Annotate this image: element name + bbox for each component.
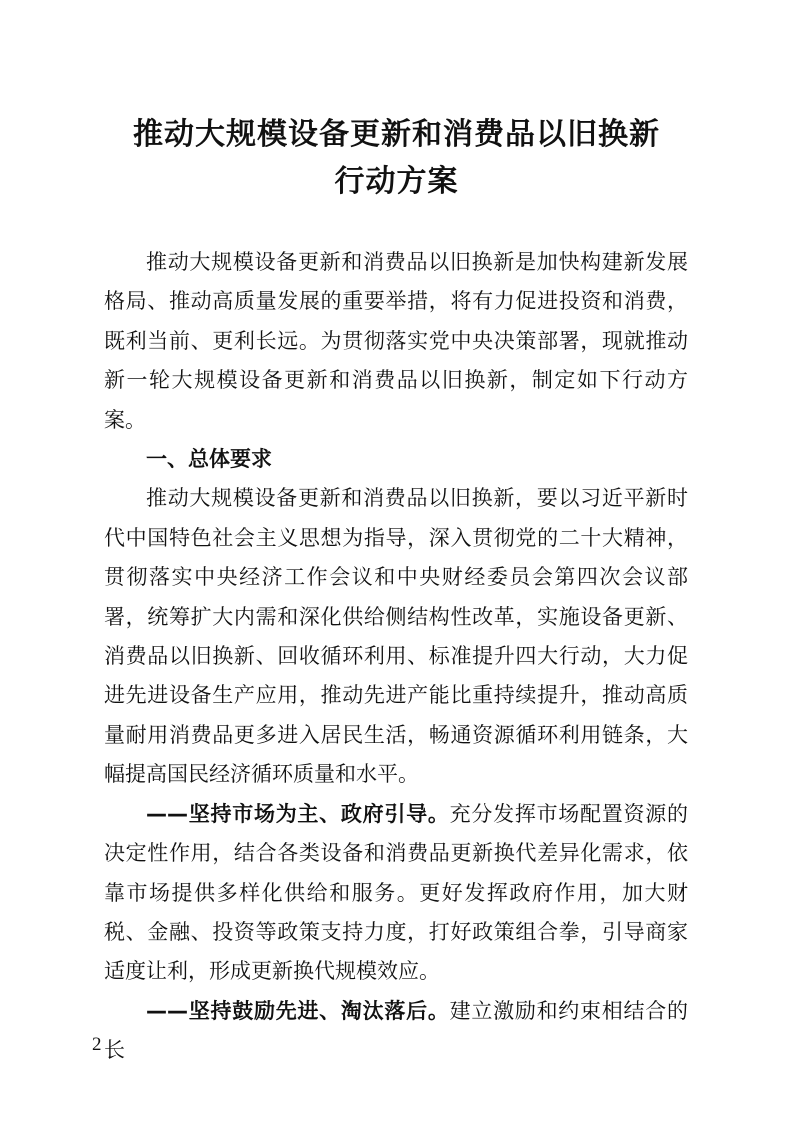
principle-lead-market: ——坚持市场为主、政府引导。 (146, 801, 450, 826)
principle-text-advanced: 建立激励和约束相结合的长 (104, 998, 688, 1063)
page-number: 2 (92, 1034, 102, 1055)
document-body (104, 243, 688, 1071)
document-title-line-2: 行动方案 (334, 164, 459, 199)
principle-lead-advanced: ——坚持鼓励先进、淘汰落后。 (146, 998, 450, 1023)
intro-paragraph: 推动大规模设备更新和消费品以旧换新是加快构建新发展格局、推动高质量发展的重要举措，将有力促进投资和消费，既利当前、更利长远。为贯彻落实党中央决策部署，现就推动新一轮大规模设备更新和消费品以旧换新，制定如下行动方案。 (104, 250, 688, 432)
principle-paragraph-advanced (104, 992, 688, 1071)
section-heading-general-requirements: 一、总体要求 (146, 447, 272, 472)
general-requirements-paragraph: 推动大规模设备更新和消费品以旧换新，要以习近平新时代中国特色社会主义思想为指导，深入贯彻党的二十大精神，贯彻落实中央经济工作会议和中央财经委员会第四次会议部署，统筹扩大内需和深化供给侧结构性改革，实施设备更新、消费品以旧换新、回收循环利用、标准提升四大行动，大力促进先进设备生产应用，推动先进产能比重持续提升，推动高质量耐用消费品更多进入居民生活，畅通资源循环利用链条，大幅提高国民经济循环质量和水平。 (104, 486, 688, 787)
principle-paragraph-market (104, 795, 688, 992)
document-title-line-1: 推动大规模设备更新和消费品以旧换新 (133, 117, 660, 152)
principle-text-market: 充分发挥市场配置资源的决定性作用，结合各类设备和消费品更新换代差异化需求，依靠市场提供多样化供给和服务。更好发挥政府作用，加大财税、金融、投资等政策支持力度，打好政策组合拳，引导商家适度让利，形成更新换代规模效应。 (104, 801, 688, 984)
